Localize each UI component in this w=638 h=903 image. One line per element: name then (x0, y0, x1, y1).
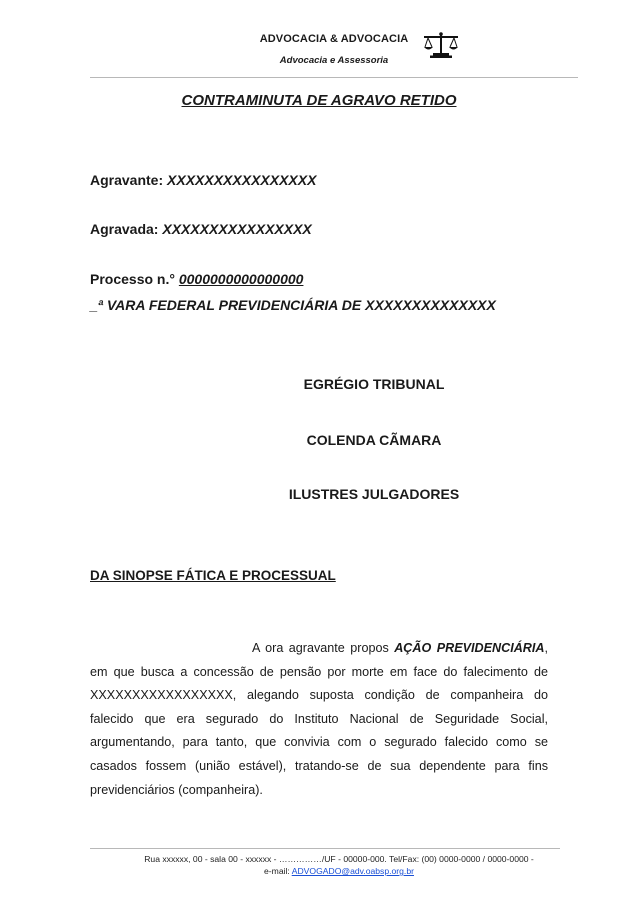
processo-line (90, 271, 303, 287)
header-divider (90, 77, 578, 78)
footer-divider (90, 848, 560, 849)
salutation-tribunal: EGRÉGIO TRIBUNAL (303, 376, 445, 392)
body-paragraph (90, 637, 548, 802)
footer (140, 853, 538, 877)
paragraph-rest: , em que busca a concessão de pensão por morte em face do falecimento de XXXXXXXXXXXXXXXXX, alegando suposta condição de companheira do falecido que era segurado do Instituto Nacional de Seguridade Social, argumentando, para tanto, que convivia com o segurado falecido como se casados fossem (união estável), tratando-se de sua dependente para fins previdenciários (companheira). (90, 641, 548, 797)
salutation-camara: COLENDA CÃMARA (306, 432, 442, 448)
document-title: CONTRAMINUTA DE AGRAVO RETIDO (181, 92, 457, 109)
letterhead (0, 0, 638, 80)
salutation-julgadores: ILUSTRES JULGADORES (288, 486, 460, 502)
firm-name: ADVOCACIA & ADVOCACIA (259, 33, 409, 45)
agravada-line (90, 221, 312, 237)
paragraph-emphasis: AÇÃO PREVIDENCIÁRIA (394, 641, 545, 655)
agravada-value: XXXXXXXXXXXXXXXX (162, 221, 312, 237)
processo-label: Processo n.° (90, 271, 179, 287)
vara-line: _ª VARA FEDERAL PREVIDENCIÁRIA DE XXXXXXXXXXXXXX (90, 297, 496, 313)
agravante-value: XXXXXXXXXXXXXXXX (167, 172, 317, 188)
agravante-line (90, 172, 316, 188)
footer-email-link[interactable]: ADVOGADO@adv.oabsp.org.br (291, 866, 414, 876)
footer-address: Rua xxxxxx, 00 - sala 00 - xxxxxx - ……………/UF - 00000-000. Tel/Fax: (00) 0000-0000 / 0000-0000 - e-mail: (144, 854, 534, 876)
processo-value: 0000000000000000 (178, 271, 304, 287)
paragraph-lead: A ora agravante propos (252, 641, 395, 655)
section-heading: DA SINOPSE FÁTICA E PROCESSUAL (90, 568, 336, 583)
agravada-label: Agravada: (90, 221, 163, 237)
agravante-label: Agravante: (90, 172, 168, 188)
firm-subtitle: Advocacia e Assessoria (279, 55, 389, 66)
